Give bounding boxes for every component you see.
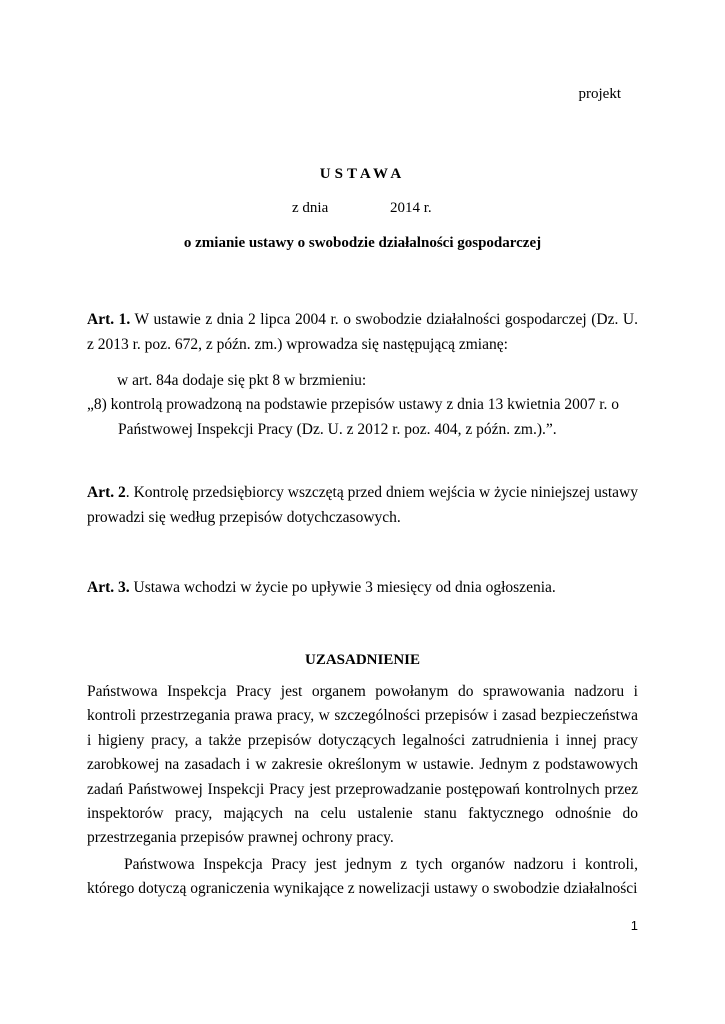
date-line (292, 200, 432, 217)
article-2 (87, 480, 638, 530)
article-1-text: W ustawie z dnia 2 lipca 2004 r. o swobodzie działalności gospodarczej (Dz. U. z 2013 r. poz. 672, z późn. zm.) wprowadza się następującą zmianę: (87, 311, 638, 353)
article-1 (87, 307, 638, 357)
point-8-first-line: „8) kontrolą prowadzoną na podstawie przepisów ustawy z dnia 13 kwietnia 2007 r. o (87, 396, 620, 413)
article-3-text: Ustawa wchodzi w życie po upływie 3 miesięcy od dnia ogłoszenia. (129, 579, 556, 596)
date-prefix: z dnia (292, 200, 329, 216)
article-1-point-8 (87, 392, 638, 442)
article-2-text: . Kontrolę przedsiębiorcy wszczętą przed dniem wejścia w życie niniejszej ustawy prowadzi się według przepisów dotychczasowych. (87, 484, 638, 526)
date-year: 2014 r. (390, 200, 432, 216)
article-1-label: Art. 1. (87, 311, 131, 328)
page-number: 1 (630, 918, 638, 933)
justification-paragraph-2: Państwowa Inspekcja Pracy jest jednym z tych organów nadzoru i kontroli, którego dotyczą ograniczenia wynikające z nowelizacji ustawy o swobodzie działalności (87, 856, 638, 898)
article-3-label: Art. 3. (87, 579, 130, 596)
justification-paragraph-1: Państwowa Inspekcja Pracy jest organem powołanym do sprawowania nadzoru i kontroli przestrzegania prawa pracy, w szczególności przepisów i zasad bezpieczeństwa i higieny pracy, a także przepisów dotyczących legalności zatrudnienia i innej pracy zarobkowej na zasadach i w zakresie określonym w ustawie. Jednym z podstawowych zadań Państwowej Inspekcji Pracy jest przeprowadzanie postępowań kontrolnych przez inspektorów pracy, mających na celu ustalenie stanu faktycznego odnośnie do przestrzegania przepisów prawnej ochrony pracy. (87, 683, 638, 847)
article-1-intro: w art. 84a dodaje się pkt 8 w brzmieniu: (117, 372, 367, 389)
document-title: USTAWA (319, 166, 406, 182)
article-3 (87, 575, 638, 600)
point-8-continuation: Państwowej Inspekcji Pracy (Dz. U. z 2012 r. poz. 404, z późn. zm.).”. (118, 421, 557, 438)
article-2-label: Art. 2 (87, 484, 126, 501)
justification-heading: UZASADNIENIE (304, 652, 421, 668)
document-subject: o zmianie ustawy o swobodzie działalności gospodarczej (183, 235, 542, 251)
draft-label: projekt (578, 86, 621, 102)
